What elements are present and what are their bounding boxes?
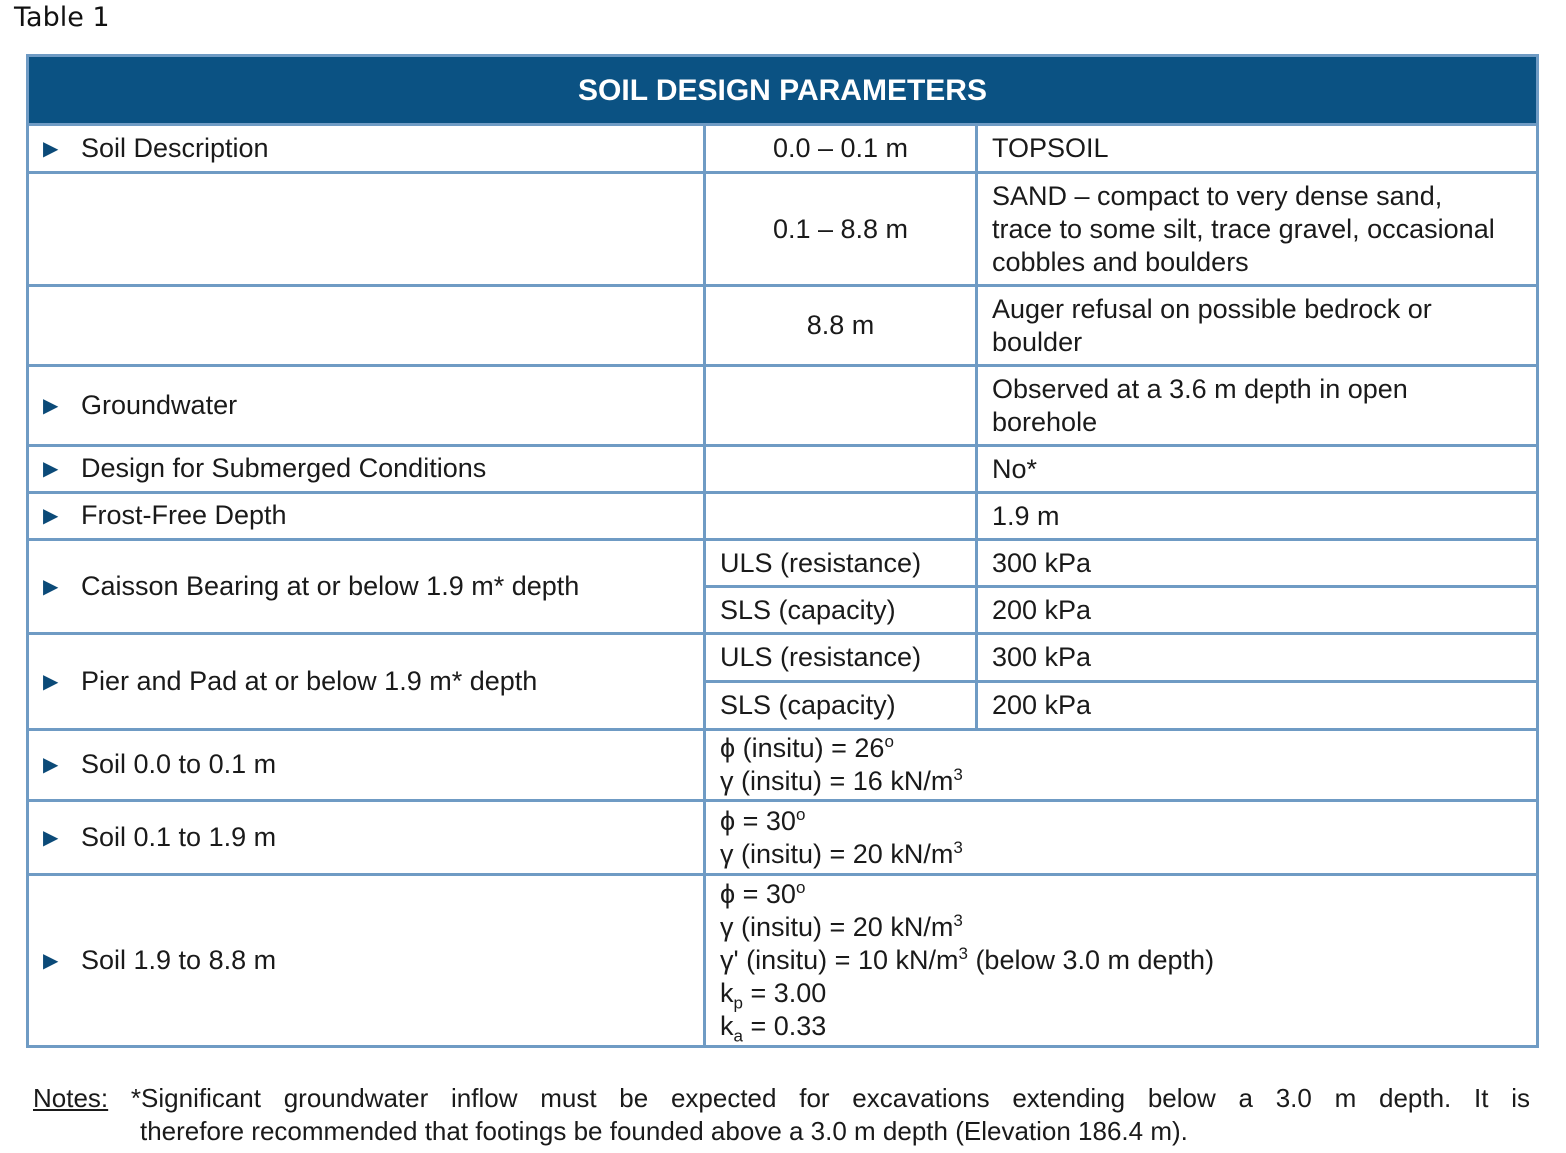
empty-cell [705,446,977,493]
value-cell: No* [977,446,1538,493]
bullet-arrow-icon: ▶ [43,826,59,849]
bullet-arrow-icon: ▶ [43,394,59,417]
table-row [28,875,1538,1047]
row-label-pier-and-pad: ▶ Pier and Pad at or below 1.9 m* depth [28,634,705,730]
bullet-arrow-icon: ▶ [43,458,59,480]
table-row [28,173,1538,286]
table-row [28,366,1538,446]
table-row [28,801,1538,875]
depth-cell: 0.1 – 8.8 m [705,173,977,286]
limit-state-cell: SLS (capacity) [705,682,977,730]
bullet-arrow-icon: ▶ [43,949,59,972]
value-cell: 300 kPa [977,540,1538,587]
row-label-soil-0-0-to-0-1: ▶ Soil 0.0 to 0.1 m [28,730,705,801]
description-cell: SAND – compact to very dense sand, trace to some silt, trace gravel, occasional cobbles and boulders [977,173,1538,286]
table-row [28,634,1538,682]
row-label-caisson-bearing: ▶ Caisson Bearing at or below 1.9 m* depth [28,540,705,634]
empty-label-cell [28,173,705,286]
empty-label-cell [28,286,705,366]
row-label-soil-0-1-to-1-9: ▶ Soil 0.1 to 1.9 m [28,801,705,875]
table-row [28,286,1538,366]
row-label-soil-description: ▶ Soil Description [28,125,705,173]
bullet-arrow-icon: ▶ [43,137,59,160]
limit-state-cell: SLS (capacity) [705,587,977,634]
soil-parameters-cell: ϕ (insitu) = $26^o$ γ (insitu) = 16 $kN/m^3$ [705,730,1538,801]
limit-state-cell: ULS (resistance) [705,540,977,587]
value-cell: 1.9 m [977,493,1538,540]
table-caption: Table 1 [14,2,110,33]
row-label-submerged: ▶ Design for Submerged Conditions [28,446,705,493]
bullet-arrow-icon: ▶ [43,575,59,598]
empty-cell [705,493,977,540]
description-cell: TOPSOIL [977,125,1538,173]
soil-design-parameters-table [26,54,1539,1048]
table-title: SOIL DESIGN PARAMETERS [28,56,1538,125]
bullet-arrow-icon: ▶ [43,670,59,693]
limit-state-cell: ULS (resistance) [705,634,977,682]
table-row [28,446,1538,493]
table-notes [33,1082,1530,1148]
notes-label: Notes: [33,1083,109,1113]
depth-cell: 8.8 m [705,286,977,366]
row-label-frost-free-depth: ▶ Frost-Free Depth [28,493,705,540]
row-label-groundwater: ▶ Groundwater [28,366,705,446]
value-cell: 200 kPa [977,682,1538,730]
notes-line-2: therefore recommended that footings be founded above a 3.0 m depth (Elevation 186.4 m). [140,1116,1188,1146]
value-cell: 300 kPa [977,634,1538,682]
description-cell: Observed at a 3.6 m depth in open borehole [977,366,1538,446]
table-row [28,730,1538,801]
soil-parameters-cell: $\phi = 30^o$ γ (insitu) = 20 $kN/m^3$ γ' (insitu) = 10 $kN/m^3$ (below 3.0 m depth) $k_p = 3.00$ $k_a = 0.33$ [705,875,1538,1047]
soil-parameters-cell: $\phi = 30^o$ γ (insitu) = 20 $kN/m^3$ [705,801,1538,875]
bullet-arrow-icon: ▶ [43,754,59,776]
notes-line-1: *Significant groundwater inflow must be expected for excavations extending below a 3.0 m depth. It is [130,1083,1530,1113]
value-cell: 200 kPa [977,587,1538,634]
row-label-soil-1-9-to-8-8: ▶ Soil 1.9 to 8.8 m [28,875,705,1047]
table-row [28,125,1538,173]
table-row [28,540,1538,587]
description-cell: Auger refusal on possible bedrock or boulder [977,286,1538,366]
table-row [28,493,1538,540]
empty-cell [705,366,977,446]
bullet-arrow-icon: ▶ [43,505,59,527]
depth-cell: 0.0 – 0.1 m [705,125,977,173]
